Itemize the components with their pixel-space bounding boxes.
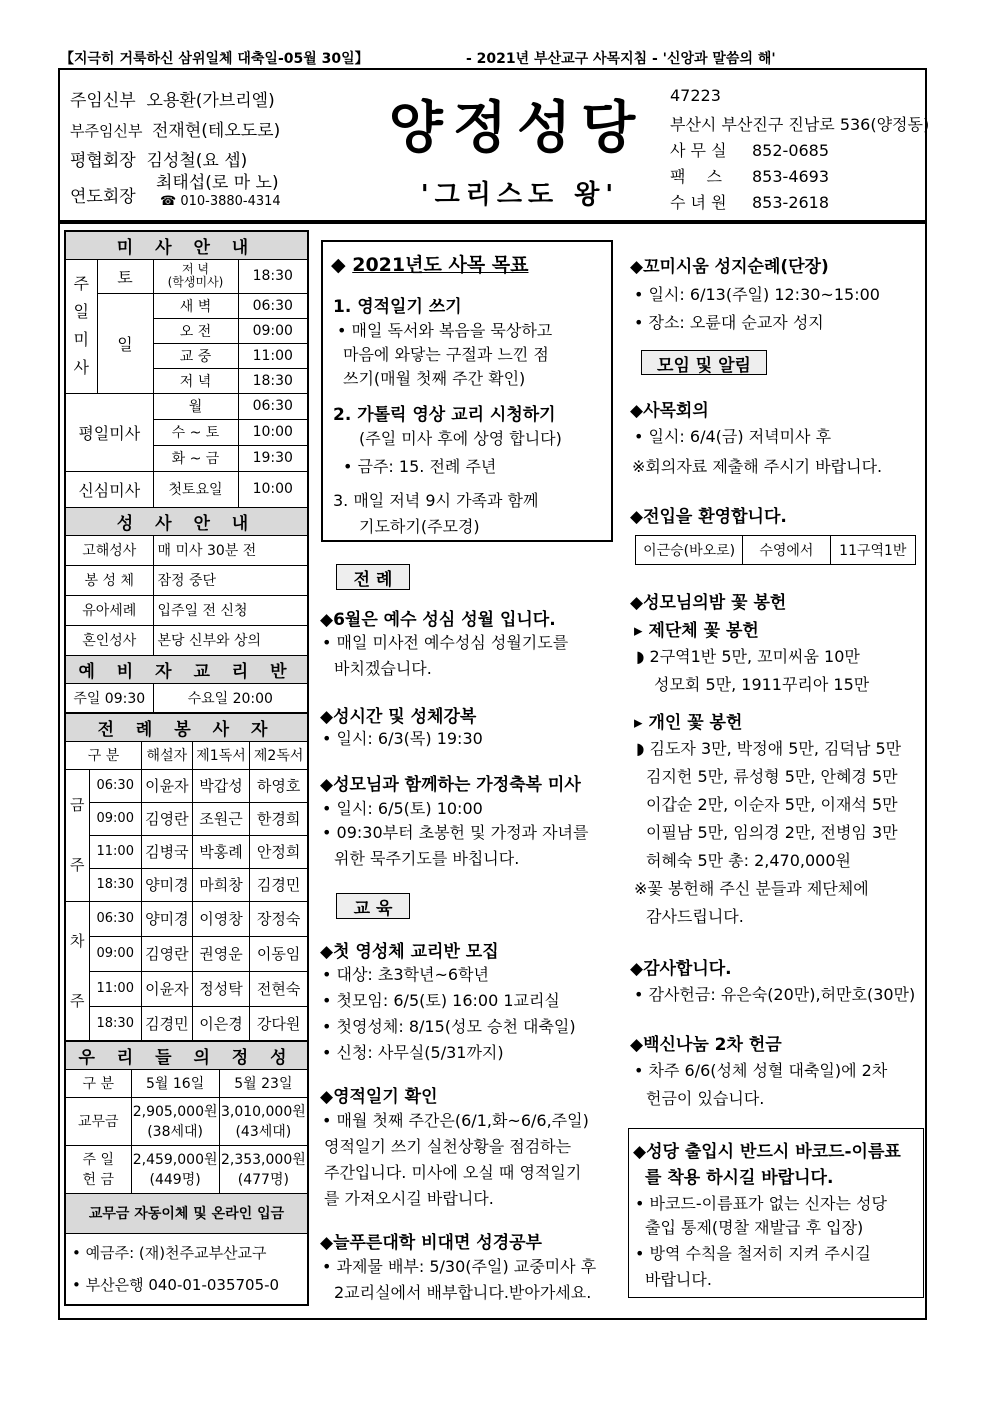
top-left-text: 【지극히 거룩하신 삼위일체 대축일-05월 30일】 [60, 51, 369, 67]
servers-title: 전 례 봉 사 자 [65, 713, 308, 741]
top-banner [60, 48, 926, 68]
page-subtitle: '그리스도 왕' [420, 180, 620, 210]
account-number: • 부산은행 040-01-035705-0 [72, 1275, 280, 1294]
goals-title: 2021년도 사목 목표 [352, 254, 529, 276]
mass-table: 미 사 안 내 주 일 미 사 토 저 녁 (학생미사) 18:30 일 새 벽 06:30 오 전 09:00 교 중 11:00 저 녁 18:30 평일미사 월 06:30 수 ~ 토 10:00 화 ~ 금 19:30 신심미사 첫토요일 10:00 성 사 안 내 고해성사 매 미사 30분 전 봉 성 체 잠정 중단 유아세례 입주일 전 신청 혼인성사 본당 신부와 상의 예 비 자 교 리 반 주일 09:30 수요일 20:00 [64, 230, 309, 714]
header [58, 68, 930, 222]
notice-label: 모임 및 알림 [641, 350, 767, 375]
staff-council: 평협회장 김성철(요 셉) [70, 151, 248, 171]
left-column [64, 230, 309, 1306]
servers-table: 전 례 봉 사 자 구 분 해설자 제1독서 제2독서 금 주 06:30 이윤자 박갑성 하영호 09:00 김영란 조원근 한경희 11:00 김병국 박홍례 안정희 18:30 양미경 마희창 김경민 차 주 06:30 양미경 이영창 장정숙 09:00 김영란 권영운 이동임 11:00 이윤자 정성탁 전현숙 18:30 김경민 이은경 강다원 [64, 712, 309, 1042]
address: 부산시 부산진구 진남로 536(양정동) [670, 115, 930, 134]
page-title: 양정성당 [388, 96, 646, 161]
goals-box: ◆ 2021년도 사목 목표 1. 영적일기 쓰기 • 매일 독서와 복음을 묵상하고 마음에 와닿는 구절과 느낀 점 쓰기(매월 첫째 주간 확인) 2. 가톨릭 영상 교리 시청하기 (주일 미사 후에 상영 합니다) • 금주: 15. 전례 주년 3. 매일 저녁 9시 가족과 함께 기도하기(주모경) [321, 240, 613, 542]
account-holder: • 예금주: (재)천주교부산교구 [72, 1243, 267, 1262]
sacrament-title: 성 사 안 내 [65, 507, 308, 535]
mass-title: 미 사 안 내 [65, 231, 308, 259]
contact-office: 사 무 실 852-0685 [670, 141, 830, 160]
sunday-mass-label: 주 일 미 사 [65, 259, 97, 393]
postal-code: 47223 [670, 86, 721, 105]
staff-memorial-name: 최태섭(로 마 노) [156, 173, 279, 193]
contact-fax: 팩 스 853-4693 [670, 167, 830, 186]
staff-memorial: 연도회장 [70, 187, 136, 207]
phone-number: ☎ 010-3880-4314 [160, 194, 281, 209]
catechism-title: 예 비 자 교 리 반 [65, 655, 308, 683]
top-right-text: - 2021년 부산교구 사목지침 - '신앙과 말씀의 해' [466, 51, 776, 67]
barcode-notice-box: ◆성당 출입시 반드시 바코드-이름표 를 착용 하시길 바랍니다. • 바코드-이름표가 없는 신자는 성당 출입 통제(명찰 재발급 후 입장) • 방역 수칙을 철저히 지켜 주시길 바랍니다. [628, 1128, 924, 1298]
liturgy-label: 전 례 [336, 564, 410, 590]
welcome-table: 이근승(바오로) 수영에서 11구역1반 [635, 535, 916, 565]
offering-title: 우 리 들 의 정 성 [65, 1041, 308, 1069]
staff-assistant: 부주임신부 전재현(테오도로) [70, 121, 281, 141]
staff-pastor: 주임신부 오용환(가브리엘) [70, 91, 275, 111]
offering-table: 우 리 들 의 정 성 구 분 5월 16일 5월 23일 교무금 2,905,000원 (38세대) 3,010,000원 (43세대) 주 일 헌 금 2,459,000원 (449명) 2,353,000원 (477명) 교무금 자동이체 및 온라인 입금 • 예금주: (재)천주교부산교구 • 부산은행 040-01-035705-0 [64, 1040, 309, 1306]
education-label: 교 육 [336, 893, 410, 919]
contact-convent: 수 녀 원 853-2618 [670, 193, 830, 212]
